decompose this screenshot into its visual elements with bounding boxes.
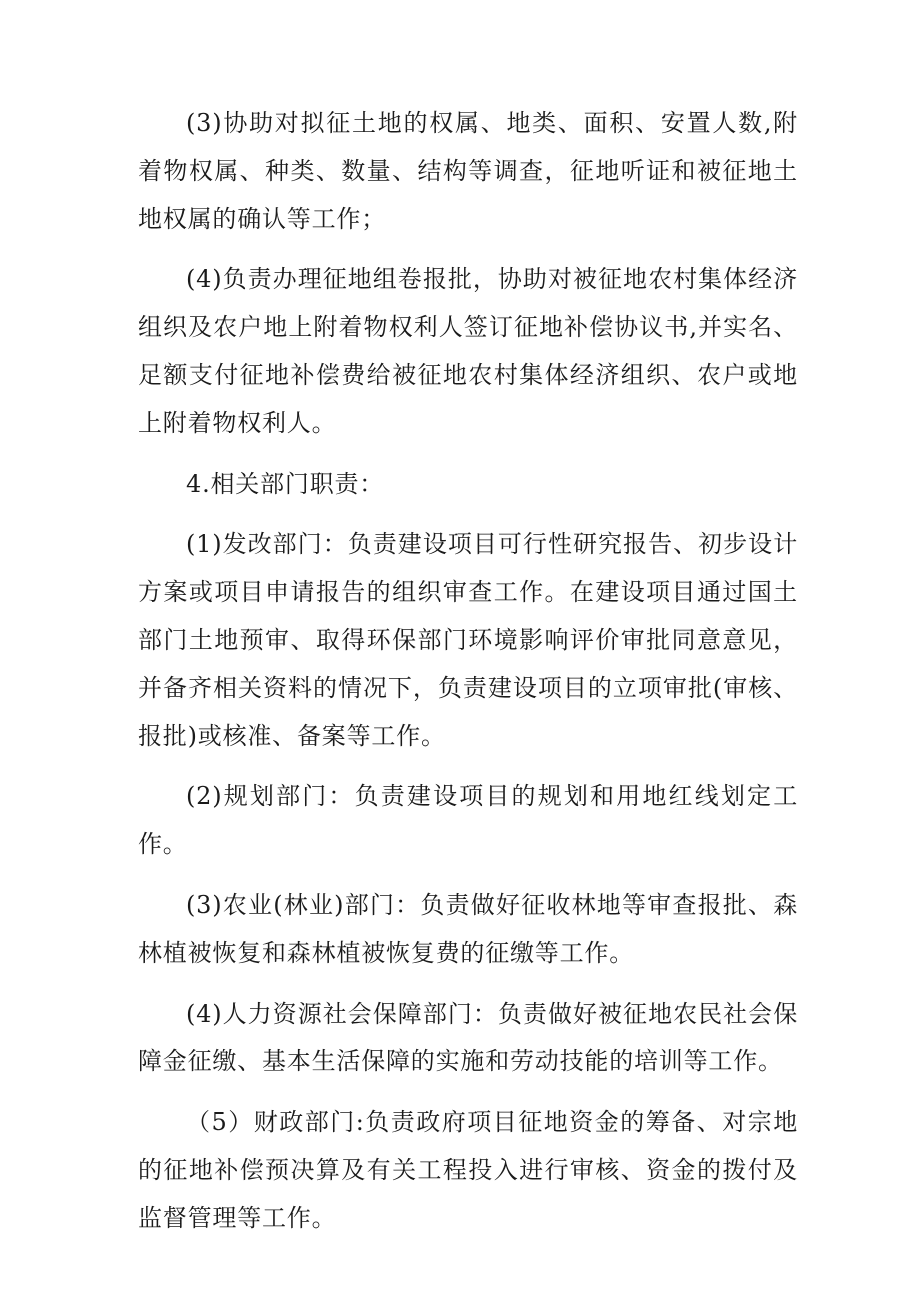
paragraph-item-4-compensation: (4)负责办理征地组卷报批，协助对被征地农村集体经济组织及农户地上附着物权利人签订征地补偿协议书,并实名、足额支付征地补偿费给被征地农村集体经济组织、农户或地上附着物权利人。 (138, 265, 798, 437)
paragraph-human-resources-department: (4)人力资源社会保障部门：负责做好被征地农民社会保障金征缴、基本生活保障的实施和劳动技能的培训等工作。 (138, 999, 798, 1076)
paragraph-development-reform-department: (1)发改部门：负责建设项目可行性研究报告、初步设计方案或项目申请报告的组织审查工作。在建设项目通过国土部门土地预审、取得环保部门环境影响评价审批同意意见，并备齐相关资料的情况下，负责建设项目的立项审批(审核、报批)或核准、备案等工作。 (138, 530, 798, 750)
paragraph-item-3-land-survey: (3)协助对拟征土地的权属、地类、面积、安置人数,附着物权属、种类、数量、结构等调查，征地听证和被征地土地权属的确认等工作； (138, 109, 798, 233)
document-page (138, 100, 798, 1243)
paragraph-agriculture-forestry-department: (3)农业(林业)部门：负责做好征收林地等审查报批、森林植被恢复和森林植被恢复费的征缴等工作。 (138, 890, 798, 967)
paragraph-planning-department: (2)规划部门：负责建设项目的规划和用地红线划定工作。 (138, 782, 798, 859)
paragraph-finance-department: （5）财政部门:负责政府项目征地资金的筹备、对宗地的征地补偿预决算及有关工程投入进行审核、资金的拨付及监督管理等工作。 (138, 1108, 798, 1232)
section-heading-department-duties: 4.相关部门职责： (186, 469, 385, 498)
